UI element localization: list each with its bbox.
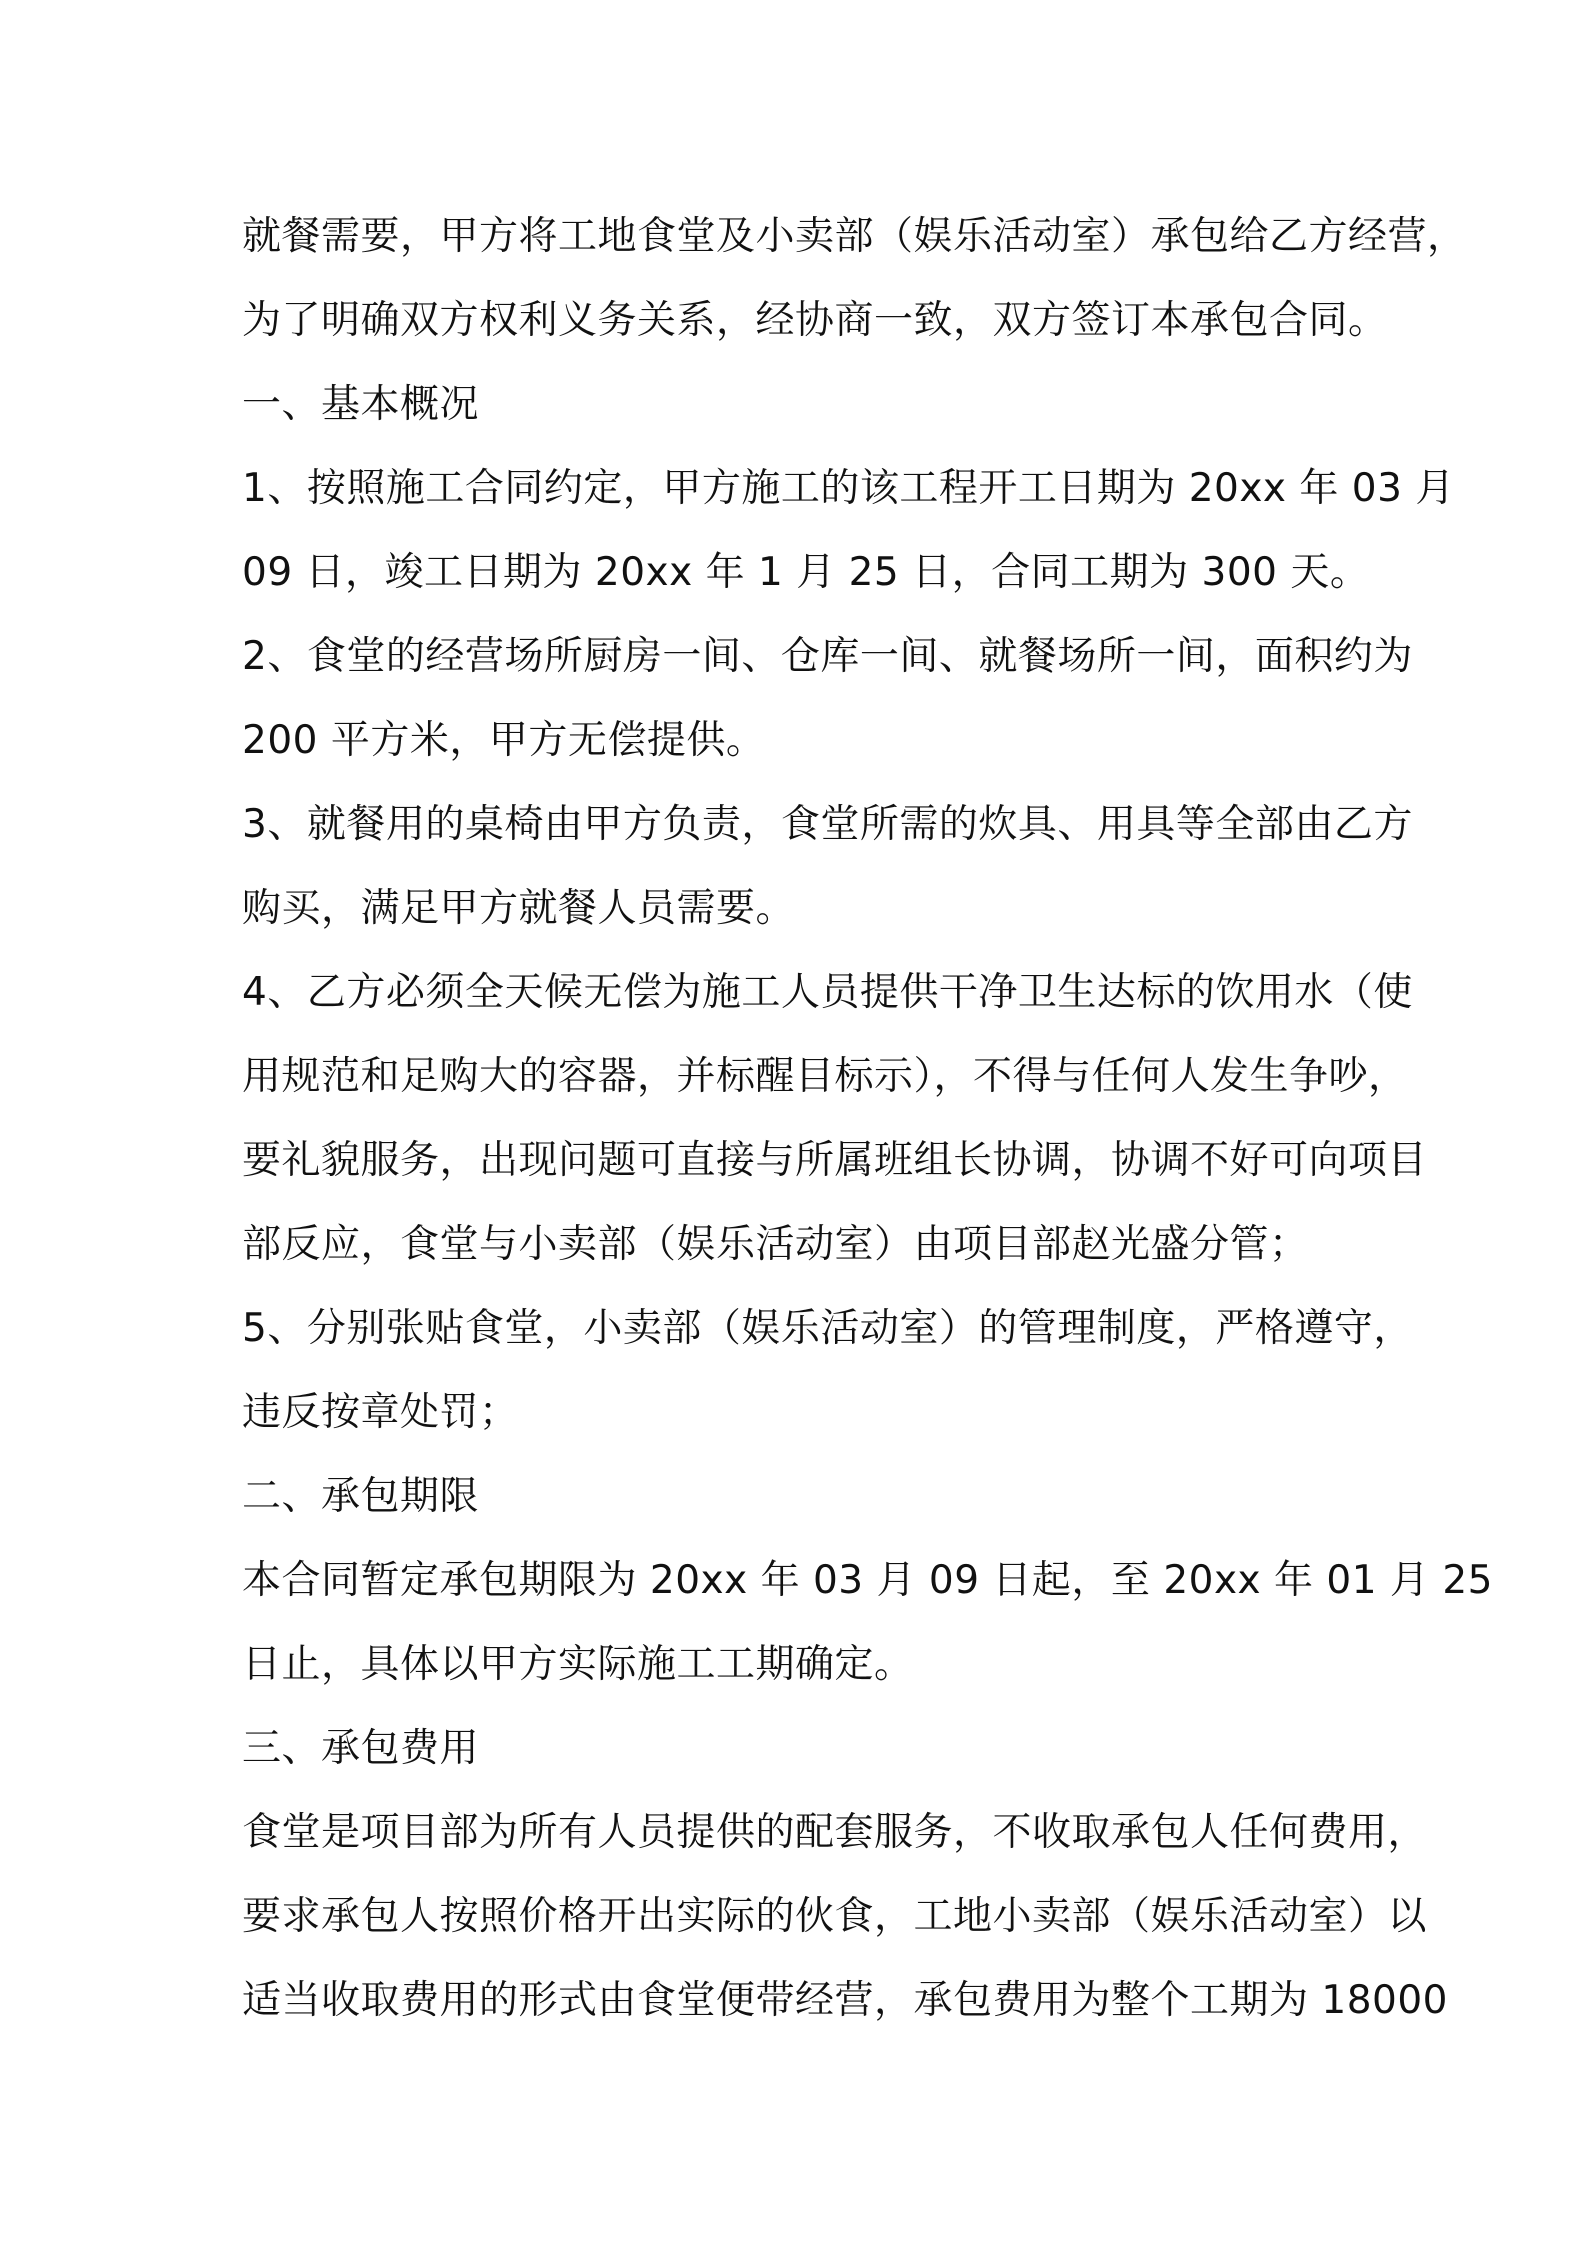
- paragraph-line: 食堂是项目部为所有人员提供的配套服务，不收取承包人任何费用，: [242, 1810, 1428, 1855]
- paragraph-line: 部反应，食堂与小卖部（娱乐活动室）由项目部赵光盛分管；: [242, 1222, 1309, 1267]
- paragraph-line: 违反按章处罚；: [242, 1390, 519, 1435]
- document-body: [242, 195, 1493, 2043]
- paragraph-line: 要礼貌服务，出现问题可直接与所属班组长协调，协调不好可向项目: [242, 1138, 1428, 1183]
- paragraph-line: 日止，具体以甲方实际施工工期确定。: [242, 1642, 914, 1687]
- paragraph-line: 1、按照施工合同约定，甲方施工的该工程开工日期为 20xx 年 03 月: [242, 466, 1455, 511]
- paragraph-line: 购买，满足甲方就餐人员需要。: [242, 886, 796, 931]
- section-heading: 三、承包费用: [242, 1726, 480, 1771]
- paragraph-line: 4、乙方必须全天候无偿为施工人员提供干净卫生达标的饮用水（使: [242, 970, 1413, 1015]
- section-heading: 二、承包期限: [242, 1474, 480, 1519]
- section-heading: 一、基本概况: [242, 382, 480, 427]
- paragraph-line: 200 平方米，甲方无偿提供。: [242, 718, 766, 763]
- paragraph-line: 本合同暂定承包期限为 20xx 年 03 月 09 日起，至 20xx 年 01 月 25: [242, 1558, 1493, 1603]
- paragraph-line: 09 日，竣工日期为 20xx 年 1 月 25 日，合同工期为 300 天。: [242, 550, 1370, 595]
- paragraph-line: 5、分别张贴食堂，小卖部（娱乐活动室）的管理制度，严格遵守，: [242, 1306, 1413, 1351]
- paragraph-line: 3、就餐用的桌椅由甲方负责，食堂所需的炊具、用具等全部由乙方: [242, 802, 1413, 847]
- paragraph-line: 适当收取费用的形式由食堂便带经营，承包费用为整个工期为 18000: [242, 1978, 1448, 2023]
- paragraph-line: 2、食堂的经营场所厨房一间、仓库一间、就餐场所一间，面积约为: [242, 634, 1413, 679]
- paragraph-line: 就餐需要，甲方将工地食堂及小卖部（娱乐活动室）承包给乙方经营，: [242, 214, 1467, 259]
- paragraph-line: 为了明确双方权利义务关系，经协商一致，双方签订本承包合同。: [242, 298, 1388, 343]
- paragraph-line: 用规范和足购大的容器，并标醒目标示），不得与任何人发生争吵，: [242, 1054, 1408, 1099]
- paragraph-line: 要求承包人按照价格开出实际的伙食，工地小卖部（娱乐活动室）以: [242, 1894, 1428, 1939]
